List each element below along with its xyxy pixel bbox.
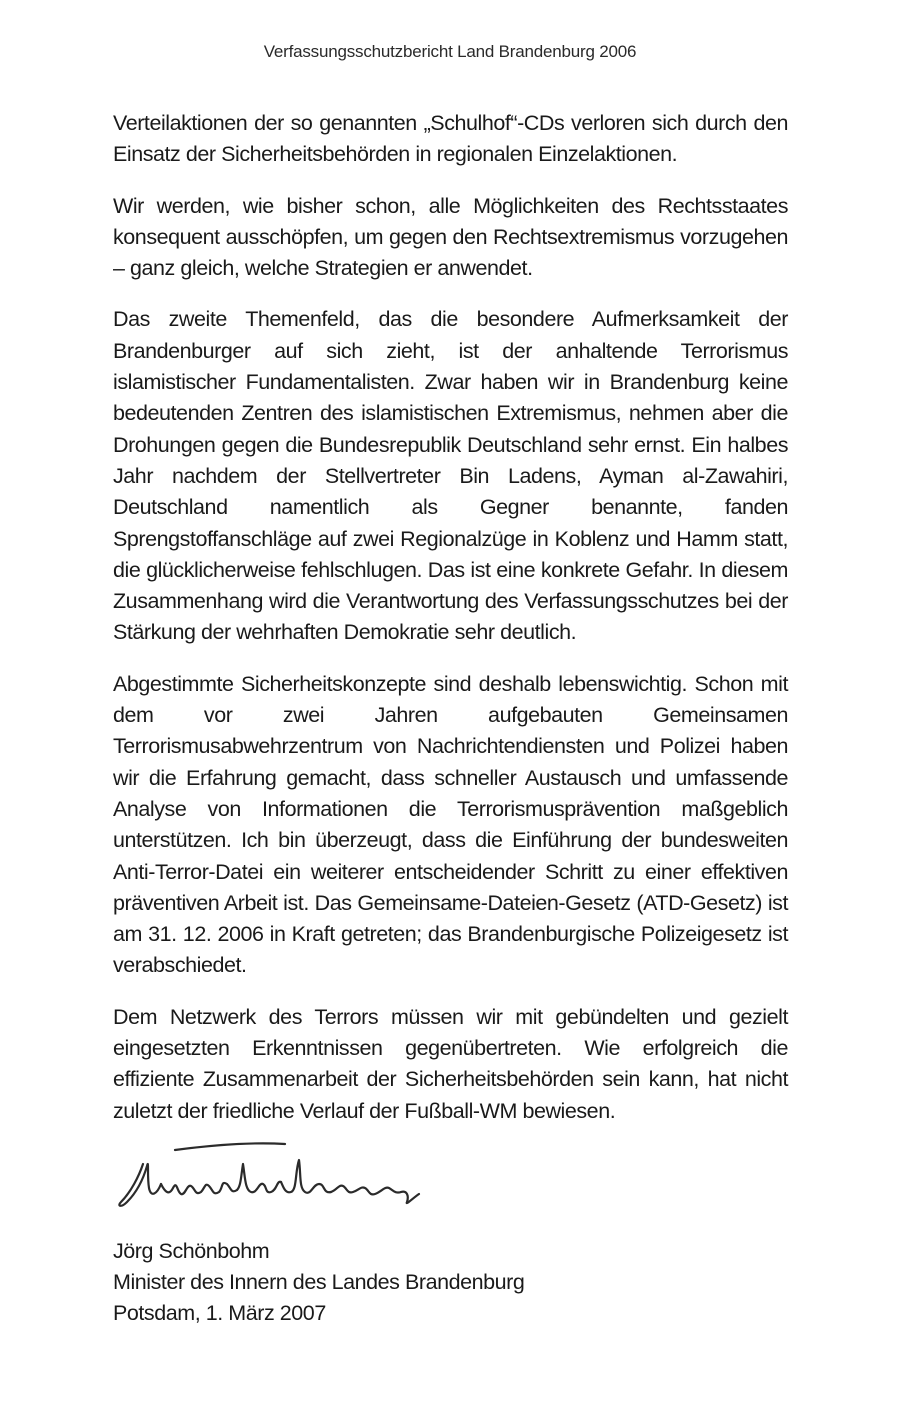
paragraph-5: Dem Netzwerk des Terrors müssen wir mit gebündelten und gezielt eingesetzten Erkenntnissen gegenübertreten. Wie erfolgreich die effiziente Zusammenarbeit der Sicherheitsbehörden sein kann, hat nicht zuletzt der friedliche Verlauf der Fußball-WM bewiesen.	[113, 1004, 788, 1123]
body-text	[113, 108, 788, 1147]
paragraph-4: Abgestimmte Sicherheitskonzepte sind deshalb lebenswichtig. Schon mit dem vor zwei Jahren aufgebauten Gemeinsamen Terrorismusabwehrzentrum von Nachrichtendiensten und Polizei haben wir die Erfahrung gemacht, dass schneller Austausch und umfassende Analyse von Informationen die Terrorismusprävention maßgeblich unterstützen. Ich bin überzeugt, dass die Einführung der bundesweiten Anti-Terror-Datei ein weiterer entscheidender Schritt zu einer effektiven präventiven Arbeit ist. Das Gemeinsame-Dateien-Gesetz (ATD-Gesetz) ist am 31. 12. 2006 in Kraft getreten; das Brandenburgische Polizeigesetz ist verabschiedet.	[113, 671, 788, 978]
paragraph-3: Das zweite Themenfeld, das die besondere Aufmerksamkeit der Brandenburger auf sich zieht, ist der anhaltende Terrorismus islamistischer Fundamentalisten. Zwar haben wir in Brandenburg keine bedeutenden Zentren des islamistischen Extremismus, nehmen aber die Drohungen gegen die Bundesrepublik Deutschland sehr ernst. Ein halbes Jahr nachdem der Stellvertreter Bin Ladens, Ayman al-Zawahiri, Deutschland namentlich als Gegner benannte, fanden Sprengstoffanschläge auf zwei Regionalzüge in Koblenz und Hamm statt, die glücklicherweise fehlschlugen. Das ist eine konkrete Gefahr. In diesem Zusammenhang wird die Verantwortung des Verfassungsschutzes bei der Stärkung der wehrhaften Demokratie sehr deutlich.	[113, 307, 788, 645]
signatory-position: Minister des Innern des Landes Brandenburg	[113, 1270, 525, 1294]
signatory-name: Jörg Schönbohm	[113, 1239, 270, 1263]
running-header: Verfassungsschutzbericht Land Brandenburg 2006	[263, 42, 637, 61]
signature-block	[113, 1236, 713, 1329]
place-and-date: Potsdam, 1. März 2007	[113, 1301, 326, 1325]
handwritten-signature	[113, 1136, 453, 1218]
paragraph-2: Wir werden, wie bisher schon, alle Möglichkeiten des Rechtsstaates konsequent ausschöpfen, um gegen den Rechtsextremismus vorzugehen – ganz gleich, welche Strategien er anwendet.	[113, 193, 788, 281]
paragraph-1: Verteilaktionen der so genannten „Schulhof“-CDs verloren sich durch den Einsatz der Sicherheitsbehörden in regionalen Einzelaktionen.	[113, 111, 788, 167]
